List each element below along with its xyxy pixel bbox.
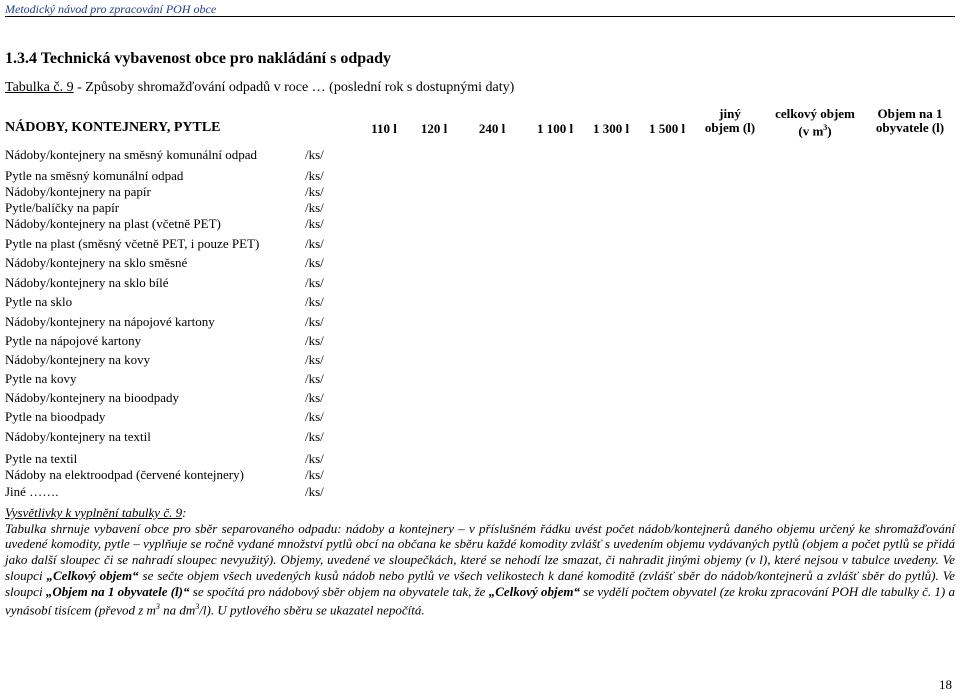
- row-unit: /ks/: [305, 390, 324, 405]
- row-unit: /ks/: [305, 352, 324, 367]
- caption-text: - Způsoby shromažďování odpadů v roce … (poslední rok s dostupnými daty): [73, 80, 515, 95]
- row-label: Jiné …….: [5, 484, 59, 499]
- page-number: 18: [939, 677, 952, 692]
- legend-part-4: se vydělí počtem obyvatel (ze kroku zpracování POH dle tabulky č. 1) a vynásobí tisícem (převod z m: [5, 583, 956, 618]
- table-row: [5, 236, 365, 254]
- total-volume-line1: celkový objem: [775, 106, 855, 121]
- total-volume-sup: 3: [823, 123, 828, 132]
- row-unit: /ks/: [305, 236, 324, 251]
- row-label: Nádoby/kontejnery na nápojové kartony: [5, 314, 215, 329]
- col-header-1300: 1 300 l: [592, 121, 630, 136]
- row-label: Pytle/balíčky na papír: [5, 200, 120, 215]
- table-row: [5, 255, 365, 273]
- table-row: [5, 147, 365, 165]
- col-header-120: 120 l: [420, 121, 448, 136]
- per-capita-line2: obyvatele (l): [875, 120, 945, 135]
- table-row: [5, 390, 365, 408]
- col-header-total-volume: [765, 107, 865, 138]
- row-unit: /ks/: [305, 147, 324, 162]
- row-unit: /ks/: [305, 200, 324, 215]
- row-label: Pytle na sklo: [5, 294, 73, 309]
- row-label: Nádoby/kontejnery na směsný komunální odpad: [5, 147, 258, 162]
- table-caption: [5, 80, 514, 96]
- running-header: Metodický návod pro zpracování POH obce: [5, 2, 217, 16]
- row-label: Nádoby/kontejnery na textil: [5, 429, 151, 444]
- row-unit: /ks/: [305, 168, 324, 183]
- per-capita-line1: Objem na 1: [877, 106, 943, 121]
- legend-sup-2: 3: [195, 602, 200, 612]
- col-header-1100: 1 100 l: [536, 121, 574, 136]
- col-header-1500: 1 500 l: [648, 121, 686, 136]
- legend-sup-1: 3: [155, 602, 160, 612]
- col-header-110: 110 l: [371, 121, 397, 136]
- row-unit: /ks/: [305, 333, 324, 348]
- row-label: Nádoby/kontejnery na sklo bílé: [5, 275, 169, 290]
- row-label: Nádoby/kontejnery na bioodpady: [5, 390, 180, 405]
- row-label: Nádoby/kontejnery na plast (včetně PET): [5, 216, 221, 231]
- table-row: [5, 429, 365, 447]
- table-row: [5, 294, 365, 312]
- row-label: Nádoby/kontejnery na kovy: [5, 352, 151, 367]
- row-unit: /ks/: [305, 429, 324, 444]
- row-unit: /ks/: [305, 255, 324, 270]
- row-unit: /ks/: [305, 314, 324, 329]
- row-label: Pytle na plast (směsný včetně PET, i pouze PET): [5, 236, 260, 251]
- row-label: Pytle na textil: [5, 451, 78, 466]
- row-unit: /ks/: [305, 371, 324, 386]
- row-label: Nádoby/kontejnery na papír: [5, 184, 151, 199]
- section-title: 1.3.4 Technická vybavenost obce pro nakládání s odpady: [5, 50, 392, 67]
- table-row: [5, 484, 365, 502]
- row-label: Pytle na směsný komunální odpad: [5, 168, 184, 183]
- total-volume-text: (v m: [798, 123, 824, 139]
- legend-bold-3: „Celkový objem“: [488, 583, 581, 599]
- table-row: [5, 371, 365, 389]
- row-label: Nádoby na elektroodpad (červené kontejnery): [5, 467, 244, 482]
- col-header-per-capita: [865, 107, 955, 135]
- legend-part-3: se spočítá pro nádobový sběr objem na obyvatele tak, že: [189, 583, 489, 599]
- legend-bold-2: „Objem na 1 obyvatele (l)“: [45, 583, 190, 599]
- row-unit: /ks/: [305, 275, 324, 290]
- legend-part-1: Tabulka shrnuje vybavení obce pro sběr separovaného odpadu: nádoby a kontejnery – v příslušném řádku uvést počet nádob/kontejnerů daného objemu určený ke shromažďování uvedené komodity, pytle – vyplňuje se ročně vydané množství pytlů obcí na občana ke sběru každé komodity zvlášť s uvedením objemu vydávaných pytlů (objem a počet pytlů se přidá jako další sloupec či se nahradí sloupec nevyužitý). Objemy, uvedené ve sloupečkách, které se nehodí lze smazat, či nahradit jinými objemy (v l), které nejsou v tabulce uvedeny. Ve sloupci: [5, 520, 955, 583]
- table-row: [5, 467, 365, 485]
- row-unit: /ks/: [305, 184, 324, 199]
- row-label: Pytle na kovy: [5, 371, 77, 386]
- legend-part-2: se sečte objem všech uvedených kusů nádob nebo pytlů ve všech velikostech k dané komoditě (zvlášť sběr do nádob/kontejnerů a zvlášť sběr do pytlů). Ve sloupci: [5, 567, 955, 599]
- col-header-other-volume: [695, 107, 765, 135]
- table-row: [5, 216, 365, 234]
- row-label: Nádoby/kontejnery na sklo směsné: [5, 255, 188, 270]
- table-row: [5, 275, 365, 293]
- row-unit: /ks/: [305, 294, 324, 309]
- legend-colon: :: [182, 505, 187, 520]
- row-unit: /ks/: [305, 216, 324, 231]
- total-volume-line2: [765, 121, 865, 138]
- row-unit: /ks/: [305, 451, 324, 466]
- legend-part-5: na dm: [159, 602, 196, 618]
- col-header-240: 240 l: [478, 121, 506, 136]
- row-unit: /ks/: [305, 484, 324, 499]
- other-volume-line1: jiný: [719, 106, 741, 121]
- legend-title: Vysvětlivky k vyplnění tabulky č. 9: [5, 505, 183, 520]
- legend-part-6: /l). U pytlového sběru se ukazatel nepočítá.: [199, 602, 425, 618]
- table-row: [5, 314, 365, 332]
- table-row: [5, 409, 365, 427]
- total-volume-end: ): [827, 123, 832, 139]
- legend-text: [5, 521, 955, 619]
- other-volume-line2: objem (l): [704, 120, 756, 135]
- row-unit: /ks/: [305, 409, 324, 424]
- caption-label: Tabulka č. 9: [5, 80, 74, 95]
- row-label: Pytle na nápojové kartony: [5, 333, 142, 348]
- row-label: Pytle na bioodpady: [5, 409, 106, 424]
- main-column-header: NÁDOBY, KONTEJNERY, PYTLE: [5, 120, 221, 135]
- header-rule: [5, 16, 955, 17]
- table-legend: [5, 505, 955, 618]
- table-row: [5, 333, 365, 351]
- legend-bold-1: „Celkový objem“: [46, 567, 139, 583]
- table-row: [5, 352, 365, 370]
- legend-title-line: [5, 505, 955, 521]
- row-unit: /ks/: [305, 467, 324, 482]
